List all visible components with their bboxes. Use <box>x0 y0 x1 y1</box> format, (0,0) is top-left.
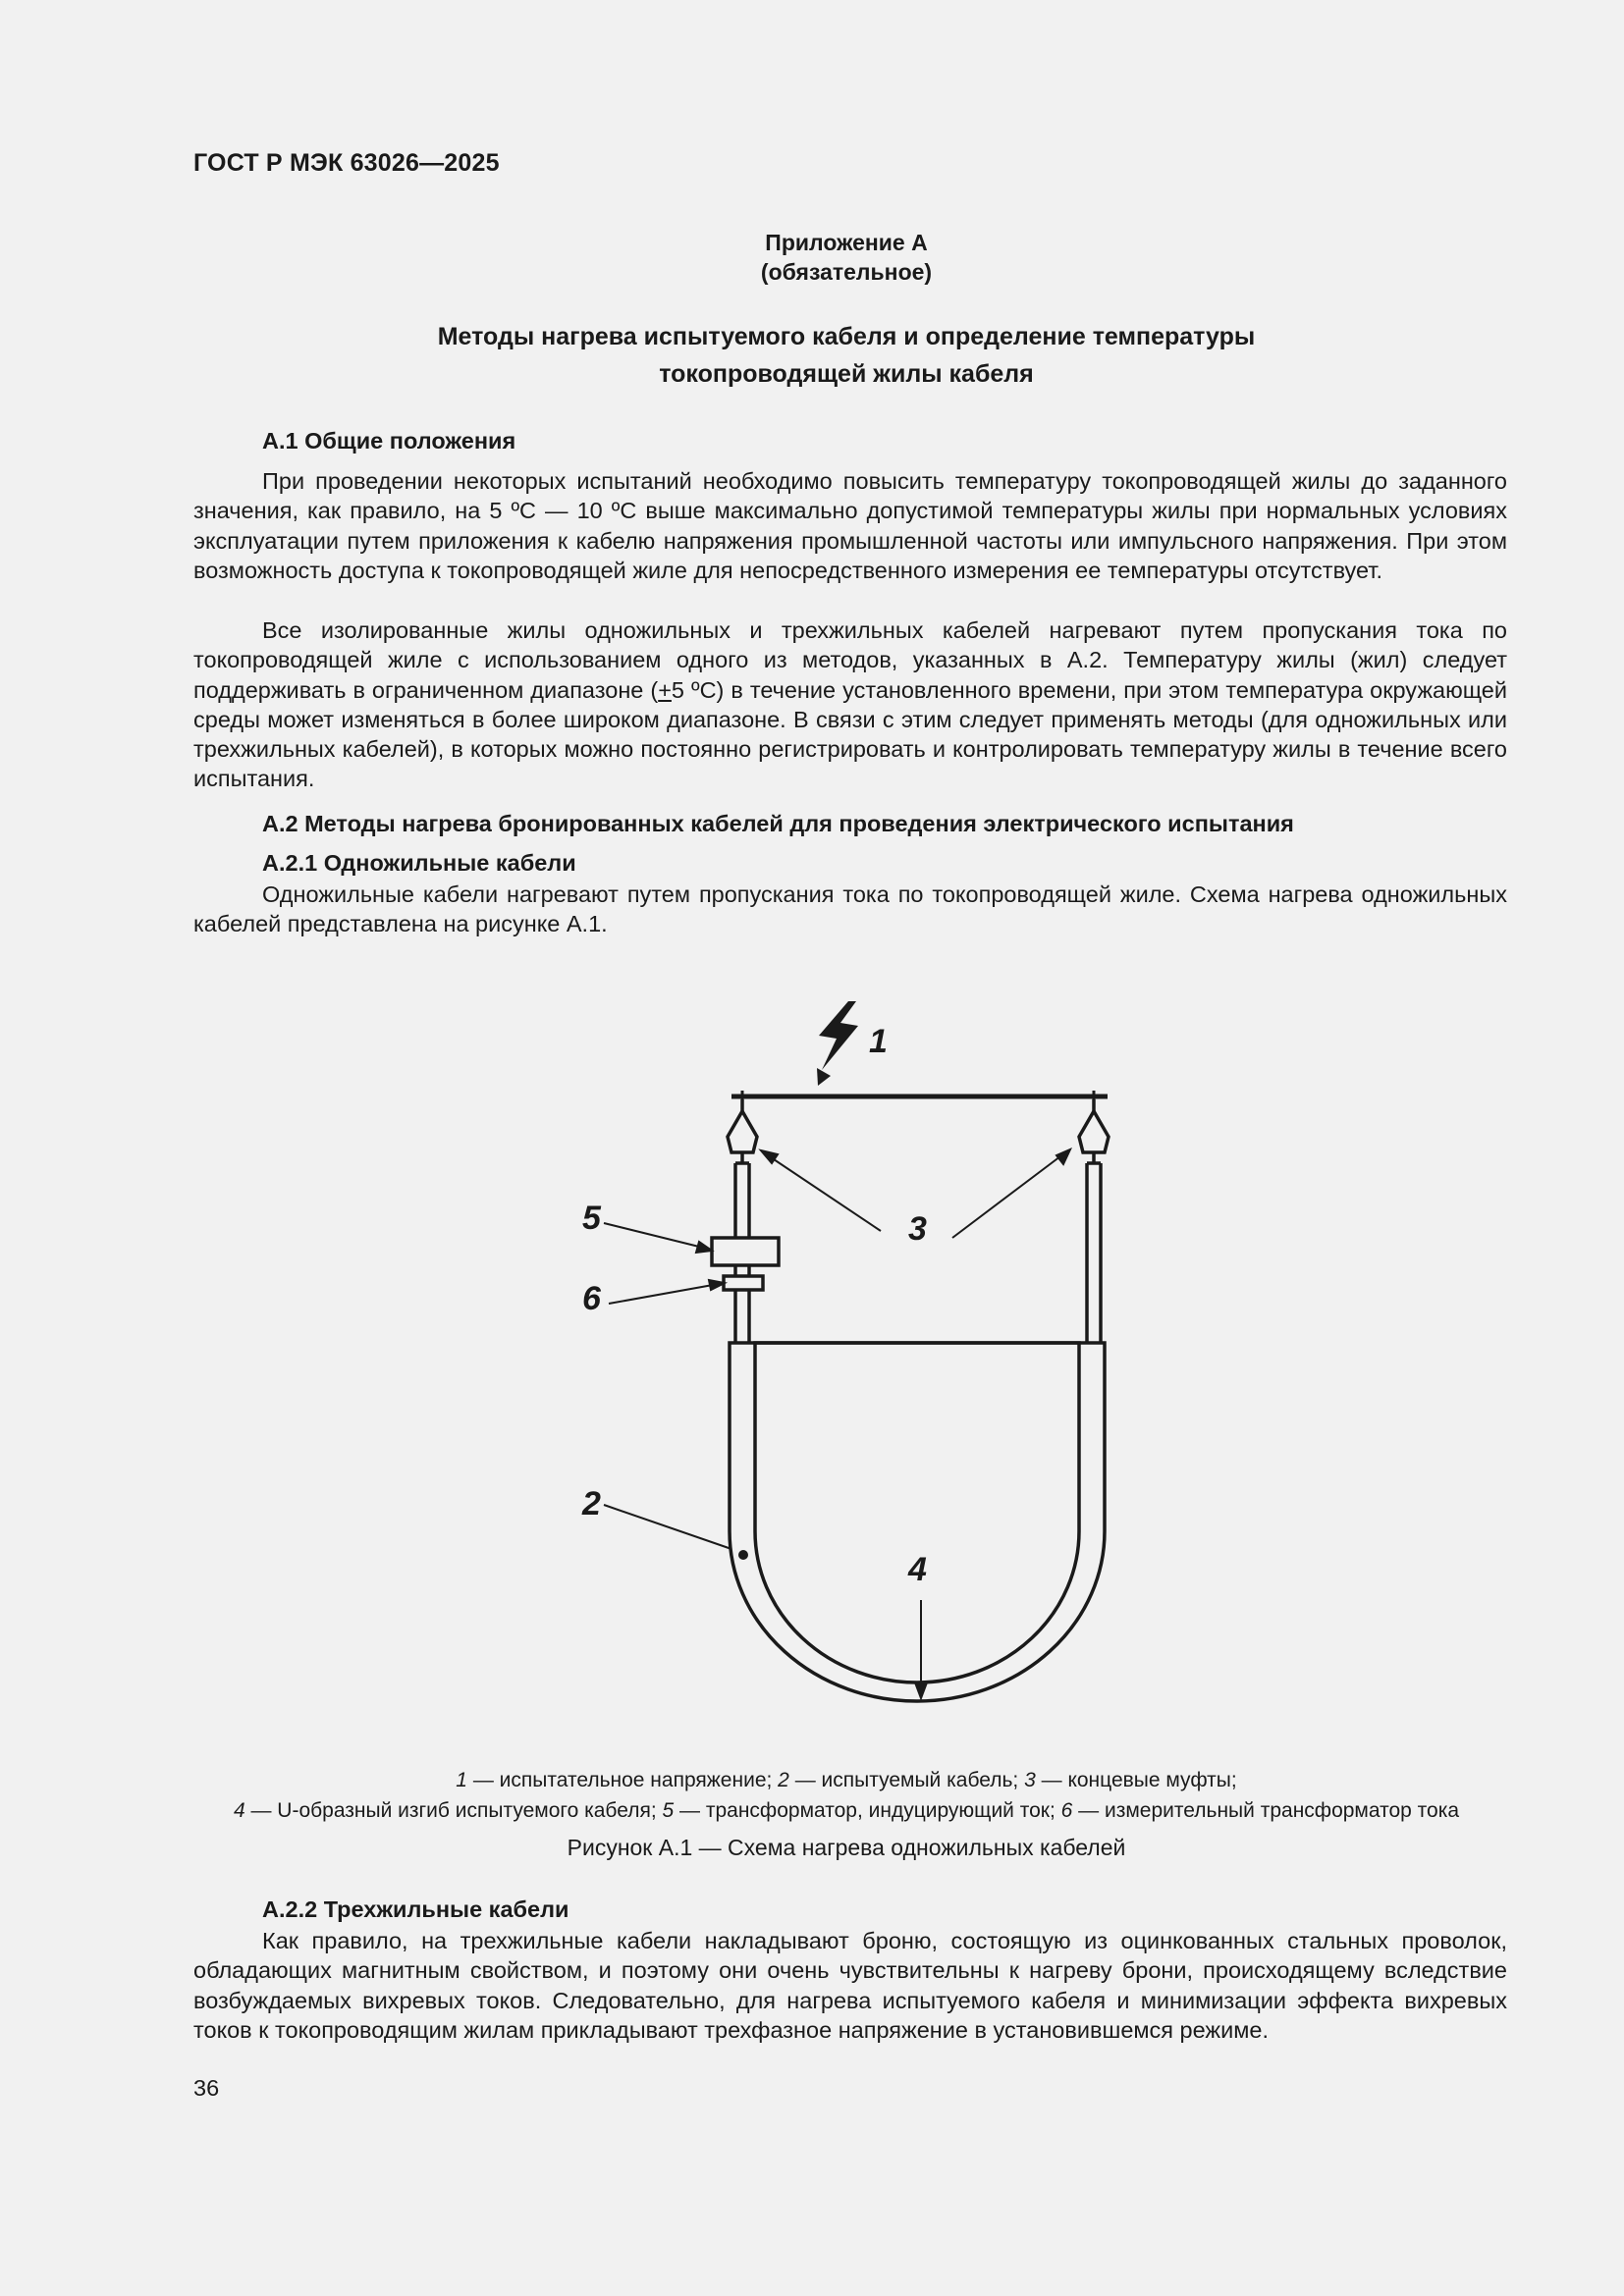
plus-minus-sign: + <box>658 676 672 703</box>
figure-label-2: 2 <box>582 1485 601 1522</box>
appendix-status: (обязательное) <box>760 259 933 285</box>
section-a22-paragraph: Как правило, на трехжильные кабели накладывают броню, состоящую из оцинкованных стальных проволок, обладающих магнитным свойством, и поэтому они очень чувствительны к нагреву брони, происходящему вследствие возбуждаемых вихревых токов. Следовательно, для нагрева испытуемого кабеля и минимизации эффекта вихревых токов к токопроводящим жилам прикладывают трехфазное напряжение в установившемся режиме. <box>193 1928 1507 2043</box>
section-a1-paragraph-1: При проведении некоторых испытаний необходимо повысить температуру токопроводящей жилы до заданного значения, как правило, на 5 ºС — 10 ºС выше максимально допустимой температуры жилы при нормальных условиях эксплуатации путем приложения к кабелю напряжения промышленной частоты или импульсного напряжения. При этом возможность доступа к токопроводящей жиле для непосредственного измерения ее температуры отсутствует. <box>193 468 1507 583</box>
figure-legend <box>193 1765 1499 1826</box>
para2-part-b: 5 ºС) в течение установленного времени, при этом температура окружающей среды может изменяться в более широком диапазоне. В связи с этим следует применять методы (для одножильных или трехжильных кабелей), в которых можно постоянно регистрировать и контролировать температуру жилы в течение всего испытания. <box>193 676 1508 792</box>
right-conductor <box>1087 1163 1101 1343</box>
para2-part-a: Все изолированные жилы одножильных и трехжильных кабелей нагревают путем пропускания тока по токопроводящей жиле с использованием одного из методов, указанных в А.2. Температуру жилы (жил) следует поддерживать в ограниченном диапазоне ( <box>193 617 1507 703</box>
legend-text: — измерительный трансформатор тока <box>1072 1799 1460 1822</box>
lightning-arrowhead <box>817 1068 831 1086</box>
right-termination <box>1079 1099 1109 1163</box>
figure-caption: Рисунок А.1 — Схема нагрева одножильных кабелей <box>567 1835 1126 1860</box>
document-header: ГОСТ Р МЭК 63026—2025 <box>193 149 500 177</box>
section-a1-heading: А.1 Общие положения <box>262 428 516 454</box>
measuring-transformer-6 <box>724 1276 763 1290</box>
legend-num: 5 <box>662 1799 675 1822</box>
legend-text: — концевые муфты; <box>1035 1769 1237 1791</box>
legend-num: 1 <box>456 1769 467 1791</box>
page-number: 36 <box>193 2075 220 2101</box>
figure-label-4: 4 <box>908 1551 927 1588</box>
figure-label-1: 1 <box>869 1023 888 1060</box>
legend-text: — U-образный изгиб испытуемого кабеля; <box>244 1799 663 1822</box>
legend-line-1 <box>193 1765 1499 1795</box>
section-a2-heading: А.2 Методы нагрева бронированных кабелей для проведения электрического испытания <box>262 811 1294 836</box>
legend-line-2 <box>193 1795 1499 1826</box>
legend-num: 3 <box>1024 1769 1036 1791</box>
legend-text: — испытательное напряжение; <box>466 1769 779 1791</box>
legend-text: — испытуемый кабель; <box>788 1769 1025 1791</box>
figure-label-5: 5 <box>582 1200 601 1237</box>
lightning-icon <box>819 1001 858 1070</box>
legend-num: 4 <box>233 1799 245 1822</box>
left-termination <box>728 1099 757 1163</box>
legend-num: 6 <box>1060 1799 1073 1822</box>
u-shaped-cable <box>730 1343 1105 1701</box>
cable-marker-dot <box>738 1550 748 1560</box>
main-title-line1: Методы нагрева испытуемого кабеля и определение температуры <box>437 323 1256 350</box>
legend-num: 2 <box>778 1769 789 1791</box>
appendix-title: Приложение А <box>765 230 928 255</box>
figure-label-6: 6 <box>582 1280 601 1317</box>
current-transformer-5 <box>712 1238 779 1265</box>
main-title-line2: токопроводящей жилы кабеля <box>659 360 1034 388</box>
section-a21-paragraph: Одножильные кабели нагревают путем пропускания тока по токопроводящей жиле. Схема нагрева одножильных кабелей представлена на рисунке А.1. <box>193 881 1507 937</box>
leader-lines <box>604 1149 1070 1698</box>
figure-label-3: 3 <box>908 1210 927 1248</box>
section-a21-heading: А.2.1 Одножильные кабели <box>262 850 576 876</box>
section-a22-heading: А.2.2 Трехжильные кабели <box>262 1896 569 1922</box>
legend-text: — трансформатор, индуцирующий ток; <box>674 1799 1061 1822</box>
